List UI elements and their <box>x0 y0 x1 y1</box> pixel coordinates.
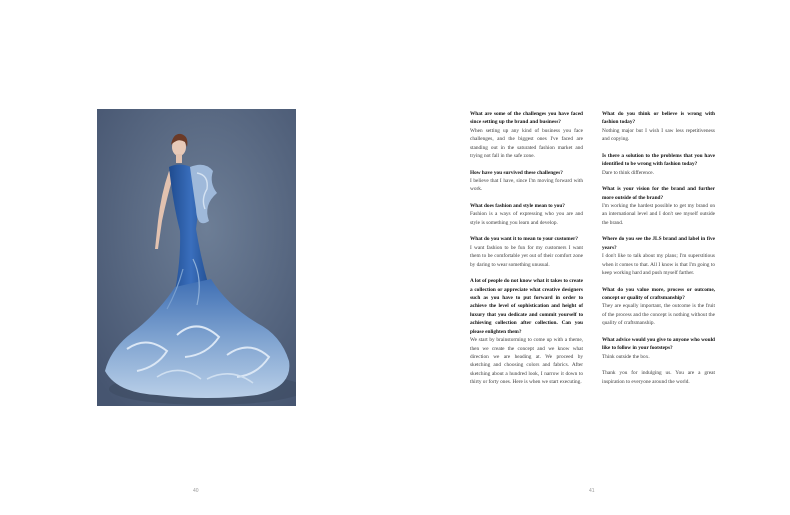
question-text: What are some of the challenges you have faced since setting up the brand and business? <box>470 111 583 126</box>
answer-text: Think outside the box. <box>602 353 650 360</box>
right-page <box>395 0 790 515</box>
answer-text: They are equally important, the outcome is the fruit of the process and the concept is nothing without the quality of craftsmanship. <box>602 303 715 327</box>
question-text: How have you survived these challenges? <box>470 169 563 176</box>
closing-remark <box>602 369 715 386</box>
qa-item <box>602 336 715 361</box>
qa-item <box>470 202 583 227</box>
answer-text: I believe that I have, since I'm moving forward with work. <box>470 178 583 193</box>
page-number-left: 40 <box>193 488 199 494</box>
answer-text: I want fashion to be fun for my customers I want them to be comfortable yet out of their comfort zone by daring to wear something unusual. <box>470 244 583 268</box>
qa-item <box>602 235 715 277</box>
qa-item <box>470 110 583 160</box>
answer-text: I'm working the hardest possible to get my brand on an international level and I don't see myself outside the brand. <box>602 203 715 226</box>
question-text: What do you value more, process or outcome, concept or quality of craftsmanship? <box>602 286 715 302</box>
interview-column-2 <box>602 110 715 394</box>
interview-column-1 <box>470 110 583 395</box>
question-text: Where do you see the JLS brand and label in five years? <box>602 236 715 251</box>
question-text: A lot of people do not know what it takes to create a collection or appreciate what creative designers such as you have to put forward in order to achieve the level of sophistication and height of luxury that you dedicate and commit yourself to achieving collection after collection. Can you please enlighten them? <box>470 278 583 335</box>
qa-item <box>602 185 715 227</box>
answer-text: I don't like to talk about my plans; I'm superstitious when it comes to that. All I know is that I'm going to keep working hard and push myself farther. <box>602 253 715 277</box>
qa-item <box>602 286 715 328</box>
question-text: What does fashion and style mean to you? <box>470 203 565 210</box>
page-number-right: 41 <box>589 488 595 494</box>
qa-item <box>470 277 583 386</box>
question-text: What advice would you give to anyone who would like to follow in your footsteps? <box>602 336 715 352</box>
closing-text: Thank you for indulging us. You are a great inspiration to everyone around the world. <box>602 370 715 385</box>
question-text: What do you think or believe is wrong with fashion today? <box>602 111 715 126</box>
question-text: What do you want it to mean to your customer? <box>470 236 579 243</box>
answer-text: Fashion is a ways of expressing who you are and style is something you learn and develop. <box>470 211 583 226</box>
qa-item <box>602 110 715 144</box>
fashion-model-photo <box>97 109 296 406</box>
answer-text: Dare to think difference. <box>602 169 654 176</box>
question-text: What is your vision for the brand and further more outside of the brand? <box>602 186 715 201</box>
qa-item <box>470 169 583 194</box>
qa-item <box>470 235 583 269</box>
answer-text: When setting up any kind of business you face challenges, and the biggest ones I've faced are standing out in the saturated fashion market and trying not fall in the safe zone. <box>470 127 583 160</box>
answer-text: Nothing major but I wish I saw less repetitiveness and copying. <box>602 127 715 143</box>
gown-illustration-icon <box>97 109 296 406</box>
qa-item <box>602 152 715 177</box>
answer-text: We start by brainstorming to come up with a theme, then we create the concept and we know what direction we are heading at. We proceed by sketching and choosing colors and fabrics. After sketching about a hundred look, I narrow it down to thirty or forty ones. Here is when we start executing. <box>470 337 583 386</box>
question-text: Is there a solution to the problems that you have identified to be wrong with fashion today? <box>602 152 715 168</box>
